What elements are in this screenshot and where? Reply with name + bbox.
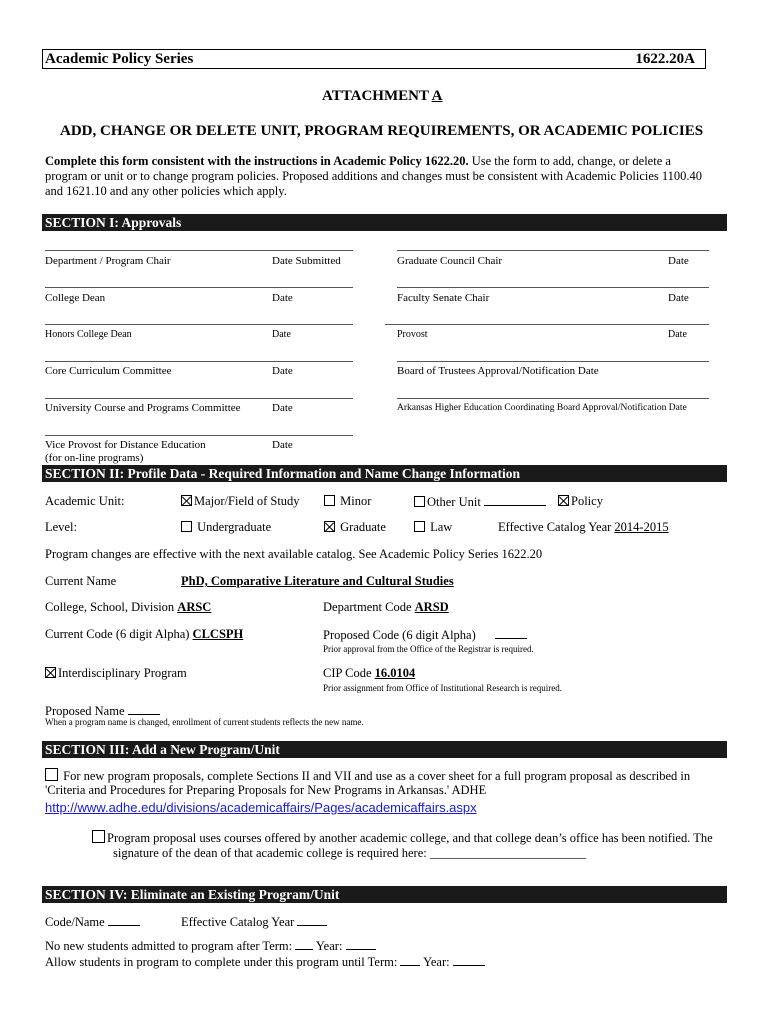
unit-option-policy[interactable] — [558, 494, 603, 509]
sig-label-provost: Provost — [397, 329, 428, 340]
sig-label-faculty-senate: Faculty Senate Chair — [397, 292, 490, 304]
section-1-header: SECTION I: Approvals — [42, 214, 727, 231]
unit-option-other[interactable] — [414, 494, 546, 510]
intro-bold: Complete this form consistent with the instructions in Academic Policy 1622.20. — [45, 154, 469, 168]
college-value[interactable]: ARSC — [177, 600, 212, 614]
no-new-term-blank[interactable] — [295, 938, 313, 950]
code-name-field — [45, 914, 140, 930]
catalog-year-label: Effective Catalog Year — [498, 520, 612, 534]
sig-date-label: Date — [668, 255, 689, 267]
catalog-year-value[interactable]: 2014-2015 — [614, 520, 669, 534]
sig-label-dept-chair: Department / Program Chair — [45, 255, 171, 267]
eliminate-catalog-year-blank[interactable] — [297, 914, 327, 926]
checkbox-checked-icon[interactable] — [181, 495, 192, 506]
checkbox-checked-icon[interactable] — [558, 495, 569, 506]
sig-date-label: Date — [272, 402, 293, 414]
unit-option-minor-label: Minor — [340, 494, 372, 508]
academic-unit-label: Academic Unit: — [45, 494, 125, 508]
program-changes-note: Program changes are effective with the next available catalog. See Academic Policy Series 1622.20 — [45, 547, 543, 561]
allow-students-label: Allow students in program to complete under this program until Term: — [45, 955, 398, 969]
new-program-line2: 'Criteria and Procedures for Preparing Proposals for New Programs in Arkansas.' ADHE — [45, 783, 487, 797]
current-code-value[interactable]: CLCSPH — [192, 627, 244, 641]
proposed-code-label: Proposed Code (6 digit Alpha) — [323, 628, 476, 642]
unit-option-other-label: Other Unit — [427, 495, 481, 509]
other-college-line2: signature of the dean of that academic college is required here: _________________________ — [113, 846, 587, 860]
no-new-year-label: Year: — [315, 939, 343, 953]
header-box — [42, 49, 706, 69]
no-new-year-blank[interactable] — [346, 938, 376, 950]
proposed-code-note: Prior approval from the Office of the Registrar is required. — [323, 644, 534, 654]
unit-option-minor[interactable] — [324, 494, 371, 509]
checkbox-icon[interactable] — [324, 495, 335, 506]
new-program-item[interactable] — [45, 768, 690, 784]
signature-line[interactable] — [45, 398, 353, 399]
current-code-label: Current Code (6 digit Alpha) — [45, 627, 190, 641]
signature-line[interactable] — [397, 398, 709, 399]
cip-code-label: CIP Code — [323, 666, 372, 680]
attachment-prefix: ATTACHMENT — [322, 88, 432, 104]
cip-code-note: Prior assignment from Office of Institutional Research is required. — [323, 683, 563, 693]
signature-line[interactable] — [397, 361, 709, 362]
sig-date-label: Date — [668, 292, 689, 304]
signature-line[interactable] — [385, 324, 709, 325]
cip-code-value[interactable]: 16.0104 — [374, 666, 416, 680]
unit-option-major[interactable] — [181, 494, 300, 509]
signature-line[interactable] — [45, 324, 353, 325]
signature-line[interactable] — [45, 361, 353, 362]
other-college-line1: Program proposal uses courses offered by another academic college, and that college dean’s office has been notified. The — [107, 831, 713, 845]
signature-line[interactable] — [397, 250, 709, 251]
checkbox-icon[interactable] — [414, 496, 425, 507]
checkbox-icon[interactable] — [45, 768, 58, 781]
policy-number: 1622.20A — [635, 51, 695, 67]
sig-label-ucpc: University Course and Programs Committee — [45, 402, 241, 414]
catalog-year — [498, 520, 669, 535]
sig-date-label: Date — [668, 329, 687, 340]
dept-code-value[interactable]: ARSD — [414, 600, 449, 614]
signature-line[interactable] — [45, 435, 353, 436]
section-2-header: SECTION II: Profile Data - Required Information and Name Change Information — [42, 465, 727, 482]
sig-label-vice-provost-note: (for on-line programs) — [45, 452, 144, 464]
dept-code-label: Department Code — [323, 600, 412, 614]
proposed-name-blank[interactable] — [128, 703, 160, 715]
allow-year-label: Year: — [423, 955, 450, 969]
checkbox-checked-icon[interactable] — [324, 521, 335, 532]
signature-line[interactable] — [45, 250, 353, 251]
sig-date-label: Date Submitted — [272, 255, 341, 267]
unit-option-major-label: Major/Field of Study — [194, 494, 300, 508]
sig-label-college-dean: College Dean — [45, 292, 106, 304]
sig-date-label: Date — [272, 329, 291, 340]
unit-option-policy-label: Policy — [571, 494, 603, 508]
sig-date-label: Date — [272, 292, 293, 304]
level-undergraduate-label: Undergraduate — [197, 520, 272, 534]
current-name-value[interactable]: PhD, Comparative Literature and Cultural Studies — [181, 574, 454, 588]
intro-text — [45, 154, 715, 199]
sig-label-board-trustees: Board of Trustees Approval/Notification Date — [397, 365, 599, 377]
no-new-students-label: No new students admitted to program after Term: — [45, 939, 293, 953]
proposed-code-blank[interactable] — [495, 627, 527, 639]
intro-rest: Use the form to add, change, or delete a program or unit or to change program policies. Proposed additions and changes must be consistent with Academic Policies 1100.40 and 1621.10 and any other policies which apply. — [45, 154, 703, 198]
name-change-note: When a program name is changed, enrollment of current students reflects the new name. — [45, 717, 364, 727]
form-title: ADD, CHANGE OR DELETE UNIT, PROGRAM REQUIREMENTS, OR ACADEMIC POLICIES — [60, 123, 704, 139]
attachment-title — [322, 88, 442, 105]
sig-date-label: Date — [272, 439, 293, 451]
eliminate-catalog-year-label: Effective Catalog Year — [181, 915, 295, 929]
eliminate-catalog-year-field — [181, 914, 327, 930]
sig-label-core-curriculum: Core Curriculum Committee — [45, 365, 172, 377]
level-graduate-label: Graduate — [340, 520, 386, 534]
no-new-students-field — [45, 938, 376, 954]
section-3-header: SECTION III: Add a New Program/Unit — [42, 741, 727, 758]
adhe-link[interactable]: http://www.adhe.edu/divisions/academicaffairs/Pages/academicaffairs.aspx — [45, 800, 477, 815]
current-name-label: Current Name — [45, 574, 117, 588]
policy-series-label: Academic Policy Series — [45, 51, 194, 67]
sig-label-honors-dean: Honors College Dean — [45, 329, 132, 340]
dept-code-field — [323, 600, 449, 615]
level-label: Level: — [45, 520, 77, 534]
cip-code-field — [323, 666, 415, 681]
other-college-item[interactable] — [92, 830, 713, 846]
attachment-letter: A — [431, 88, 443, 104]
level-option-law[interactable] — [414, 520, 452, 535]
sig-date-label: Date — [272, 365, 293, 377]
sig-label-grad-council: Graduate Council Chair — [397, 255, 503, 267]
allow-year-blank[interactable] — [453, 954, 485, 966]
signature-line[interactable] — [397, 287, 709, 288]
section-4-header: SECTION IV: Eliminate an Existing Program/Unit — [42, 886, 727, 903]
interdisciplinary-option[interactable] — [45, 666, 187, 681]
signature-line[interactable] — [45, 287, 353, 288]
sig-label-adhe-board: Arkansas Higher Education Coordinating Board Approval/Notification Date — [397, 403, 687, 413]
sig-label-vice-provost: Vice Provost for Distance Education — [45, 439, 206, 451]
code-name-blank[interactable] — [108, 914, 140, 926]
code-name-label: Code/Name — [45, 915, 105, 929]
allow-term-blank[interactable] — [400, 954, 420, 966]
proposed-name-label: Proposed Name — [45, 704, 125, 718]
checkbox-checked-icon[interactable] — [45, 667, 56, 678]
interdisciplinary-label: Interdisciplinary Program — [58, 666, 187, 680]
proposed-code-field — [323, 627, 527, 643]
current-code-field — [45, 627, 243, 642]
checkbox-icon[interactable] — [414, 521, 425, 532]
other-unit-blank[interactable] — [484, 494, 546, 506]
college-label: College, School, Division — [45, 600, 175, 614]
level-option-graduate[interactable] — [324, 520, 386, 535]
level-law-label: Law — [430, 520, 453, 534]
college-field — [45, 600, 211, 615]
checkbox-icon[interactable] — [92, 830, 105, 843]
new-program-line1: For new program proposals, complete Sections II and VII and use as a cover sheet for a full program proposal as described in — [63, 769, 691, 783]
allow-students-field — [45, 954, 485, 970]
checkbox-icon[interactable] — [181, 521, 192, 532]
level-option-undergraduate[interactable] — [181, 520, 271, 535]
